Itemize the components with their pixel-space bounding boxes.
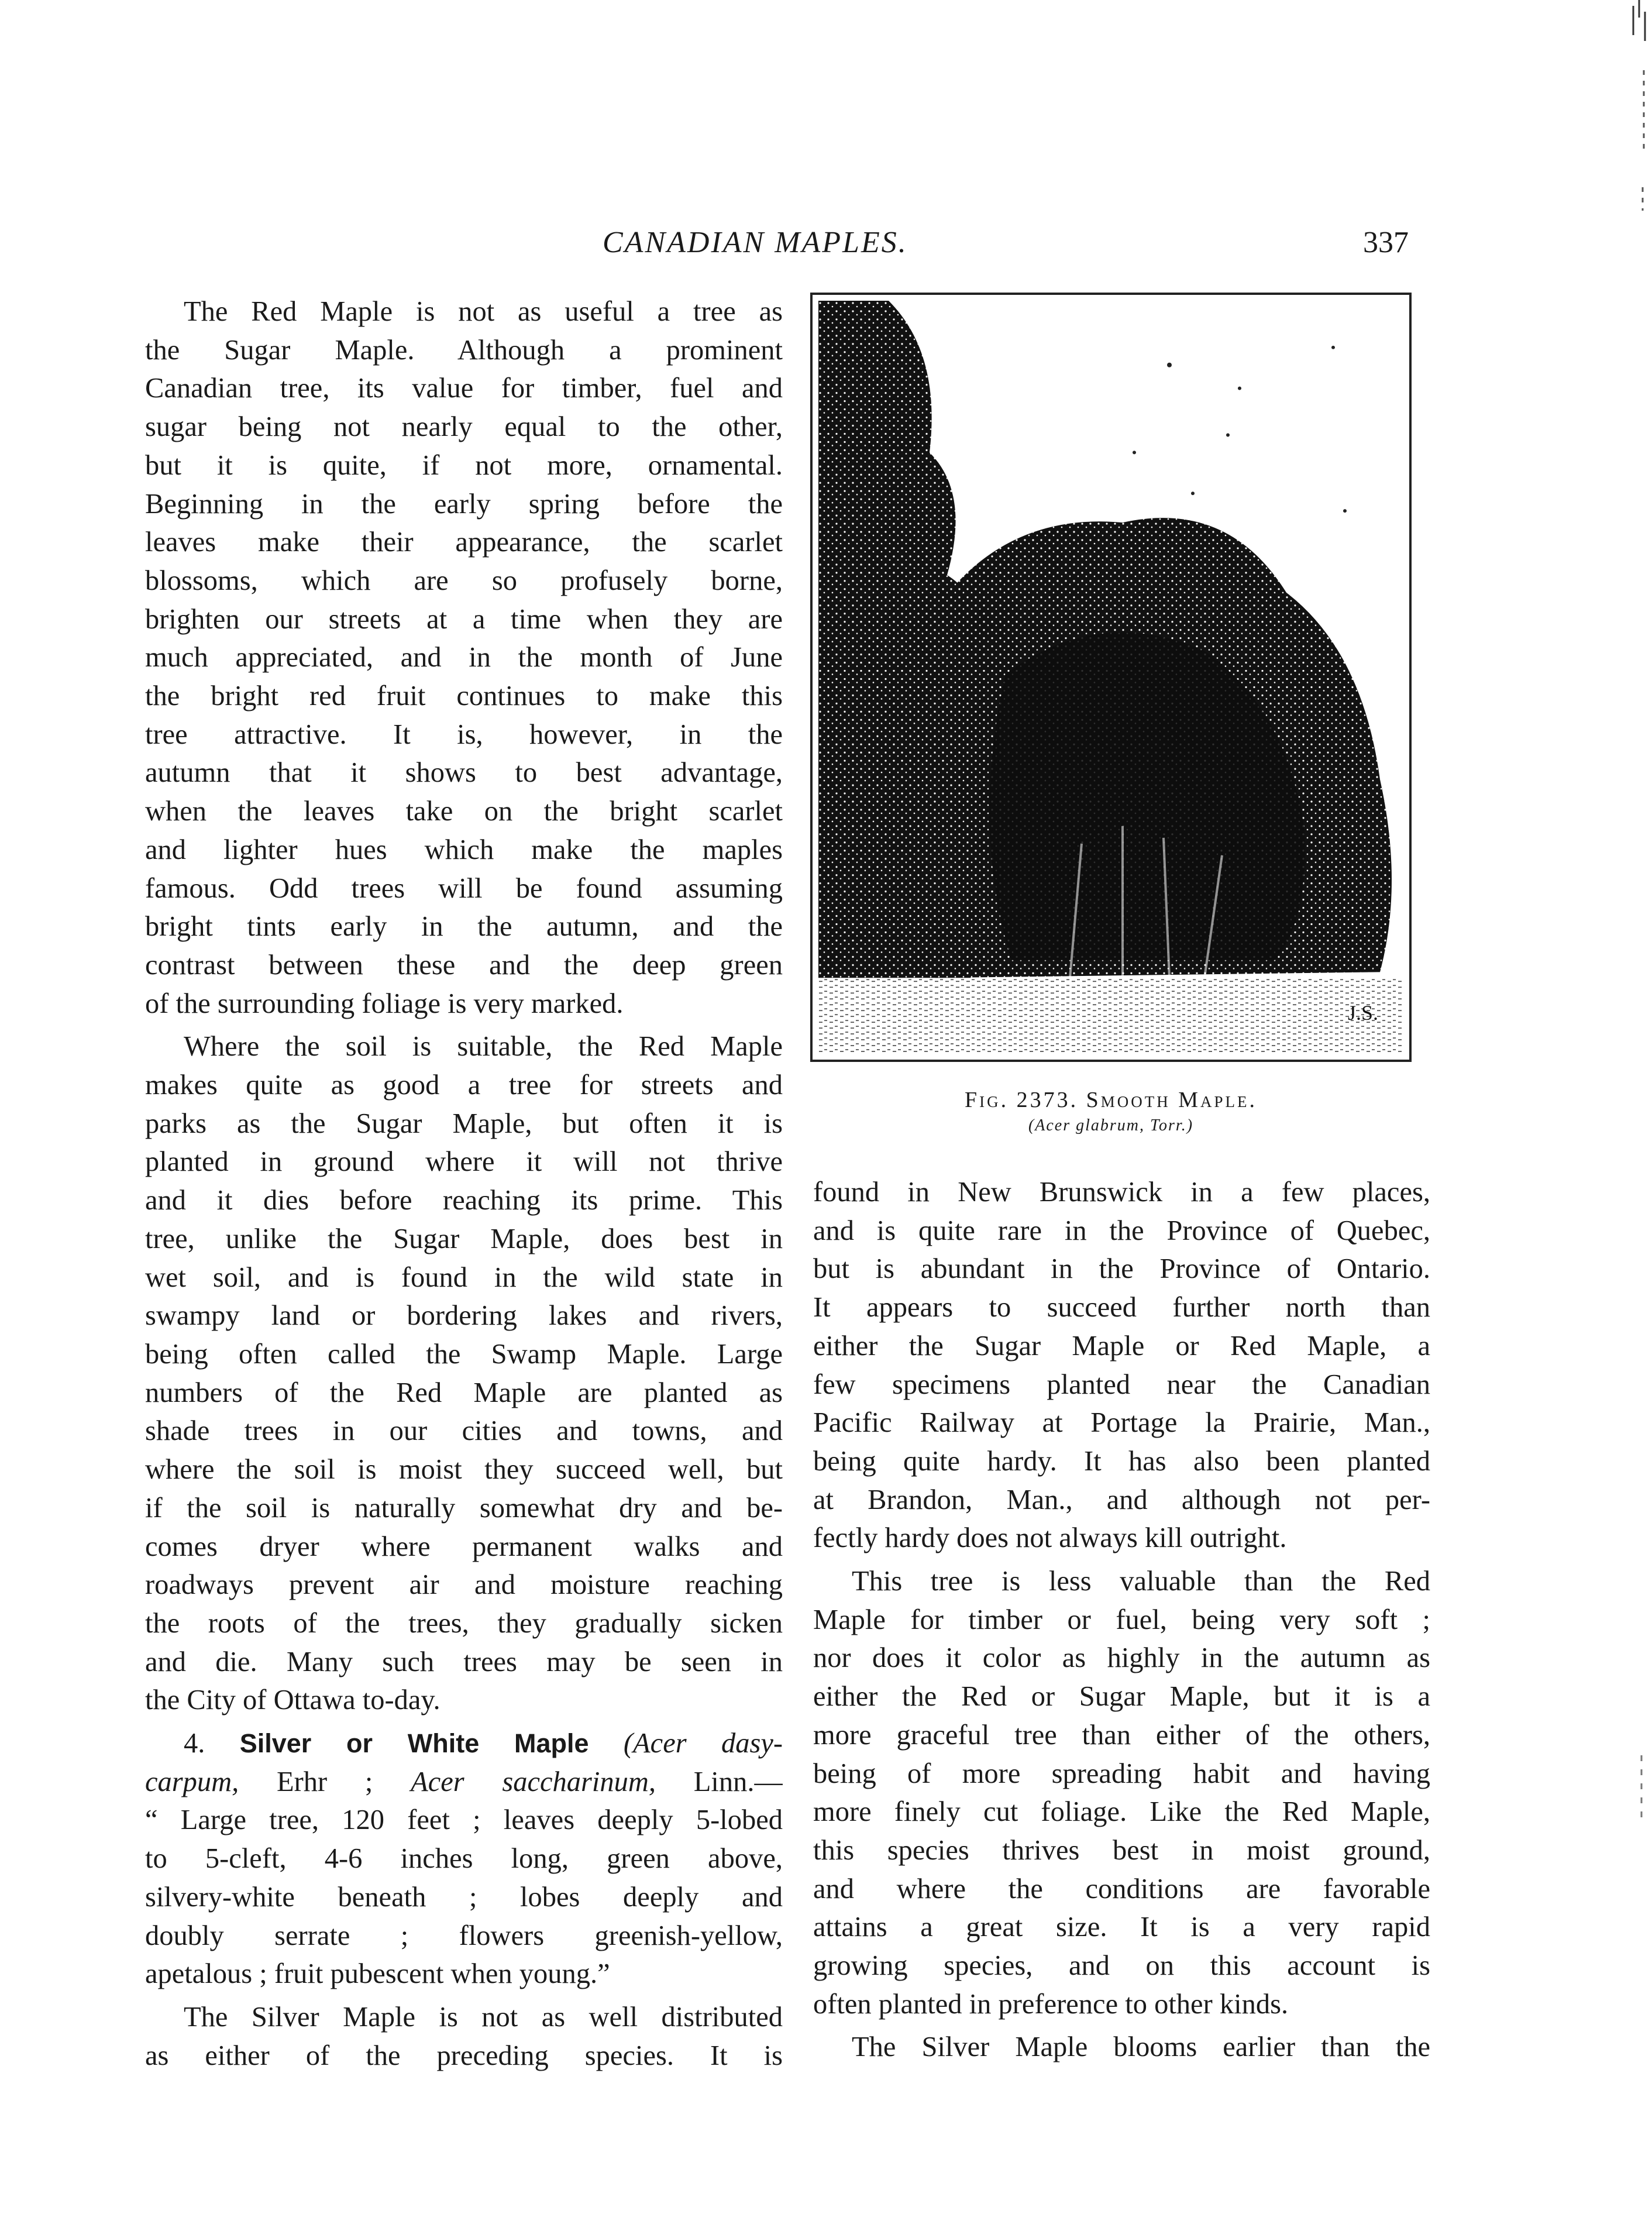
text-line: contrast between these and the deep green — [145, 949, 783, 981]
species-synonym-authority: Linn.— — [656, 1766, 783, 1797]
text-line: being of more spreading habit and having — [813, 1758, 1430, 1789]
text-line: Maple for timber or fuel, being very soft ; — [813, 1604, 1430, 1635]
smooth-maple-engraving — [818, 301, 1403, 1054]
species-description-line: silvery-white beneath ; lobes deeply and — [145, 1881, 783, 1913]
text-line: The Silver Maple blooms earlier than the — [852, 2031, 1430, 2063]
text-line: much appreciated, and in the month of June — [145, 642, 783, 673]
text-line: being quite hardy. It has also been planted — [813, 1445, 1430, 1477]
paragraph-silver-maple-bloom — [813, 2028, 1430, 2067]
text-line: swampy land or bordering lakes and rivers, — [145, 1300, 783, 1332]
paragraph-red-maple-usefulness — [145, 293, 783, 1023]
text-line: where the soil is moist they succeed well, but — [145, 1454, 783, 1486]
text-line: blossoms, which are so profusely borne, — [145, 565, 783, 596]
paragraph-red-maple-soil — [145, 1027, 783, 1720]
text-line: tree attractive. It is, however, in the — [145, 718, 783, 750]
text-line: sugar being not nearly equal to the other, — [145, 411, 783, 443]
text-line: makes quite as good a tree for streets and — [145, 1070, 783, 1101]
species-entry-silver-maple — [145, 1724, 783, 1993]
text-line: growing species, and on this account is — [813, 1950, 1430, 1982]
text-line: more graceful tree than either of the others, — [813, 1719, 1430, 1751]
text-line: found in New Brunswick in a few places, — [813, 1177, 1430, 1208]
species-synonym: Acer saccharinum, — [411, 1766, 656, 1797]
scan-edge-marks — [1629, 0, 1652, 2214]
species-heading-line — [145, 1724, 783, 1763]
text-line: and is quite rare in the Province of Quebec, — [813, 1215, 1430, 1246]
species-latin-name: (Acer dasy- — [623, 1728, 783, 1759]
species-latin-name-cont: carpum, — [145, 1766, 239, 1797]
text-line: The Red Maple is not as useful a tree as — [184, 296, 783, 327]
text-line: tree, unlike the Sugar Maple, does best in — [145, 1223, 783, 1254]
text-line: more finely cut foliage. Like the Red Maple, — [813, 1796, 1430, 1828]
text-line: shade trees in our cities and towns, and — [145, 1415, 783, 1447]
text-line: nor does it color as highly in the autumn as — [813, 1642, 1430, 1674]
text-line: leaves make their appearance, the scarlet — [145, 527, 783, 558]
text-line: being often called the Swamp Maple. Large — [145, 1338, 783, 1370]
text-line: but it is quite, if not more, ornamental. — [145, 449, 783, 481]
species-description-line: to 5-cleft, 4-6 inches long, green above, — [145, 1843, 783, 1875]
text-line: this species thrives best in moist ground, — [813, 1834, 1430, 1866]
paragraph-silver-maple-value — [813, 1562, 1430, 2023]
text-line: either the Sugar Maple or Red Maple, a — [813, 1330, 1430, 1362]
species-number: 4. — [184, 1728, 205, 1759]
right-column — [813, 1173, 1430, 2067]
paragraph-silver-maple-range — [813, 1173, 1430, 1558]
text-line: Pacific Railway at Portage la Prairie, Man., — [813, 1407, 1430, 1439]
text-line: Beginning in the early spring before the — [145, 488, 783, 520]
text-line: either the Red or Sugar Maple, but it is a — [813, 1681, 1430, 1713]
text-line: as either of the preceding species. It is — [145, 2040, 783, 2071]
species-synonym-line — [145, 1763, 783, 1802]
text-line: numbers of the Red Maple are planted as — [145, 1377, 783, 1408]
text-line: parks as the Sugar Maple, but often it is — [145, 1108, 783, 1139]
species-name: Silver or White Maple — [239, 1728, 589, 1759]
engraver-mark: J.S. — [1348, 1001, 1379, 1025]
text-line: It appears to succeed further north than — [813, 1292, 1430, 1323]
text-line: few specimens planted near the Canadian — [813, 1369, 1430, 1400]
paragraph-silver-maple-distribution — [145, 1998, 783, 2075]
text-line: the Sugar Maple. Although a prominent — [145, 334, 783, 366]
text-line: the bright red fruit continues to make this — [145, 680, 783, 712]
text-line: This tree is less valuable than the Red — [852, 1566, 1430, 1597]
text-line: and die. Many such trees may be seen in — [145, 1646, 783, 1677]
text-line: Canadian tree, its value for timber, fuel and — [145, 373, 783, 404]
species-description-line: doubly serrate ; flowers greenish-yellow, — [145, 1920, 783, 1951]
text-line: attains a great size. It is a very rapid — [813, 1912, 1430, 1943]
text-line: at Brandon, Man., and although not per- — [813, 1484, 1430, 1515]
text-line: comes dryer where permanent walks and — [145, 1531, 783, 1562]
text-line: if the soil is naturally somewhat dry and be- — [145, 1492, 783, 1524]
figure-caption-latin: (Acer glabrum, Torr.) — [1028, 1116, 1194, 1134]
figure-caption: Fig. 2373. Smooth Maple. — [964, 1088, 1258, 1112]
text-line: of the surrounding foliage is very marked. — [145, 988, 624, 1019]
text-line: famous. Odd trees will be found assuming — [145, 872, 783, 904]
text-line: The Silver Maple is not as well distributed — [184, 2001, 783, 2033]
species-authority: Erhr ; — [239, 1766, 411, 1797]
text-line: wet soil, and is found in the wild state in — [145, 1261, 783, 1293]
species-description-line: “ Large tree, 120 feet ; leaves deeply 5-lobed — [145, 1804, 783, 1836]
text-line: and it dies before reaching its prime. This — [145, 1185, 783, 1216]
text-line: roadways prevent air and moisture reaching — [145, 1569, 783, 1601]
text-line: planted in ground where it will not thrive — [145, 1146, 783, 1178]
text-line: Where the soil is suitable, the Red Maple — [184, 1031, 783, 1063]
text-line: fectly hardy does not always kill outright. — [813, 1522, 1287, 1554]
text-line: brighten our streets at a time when they are — [145, 603, 783, 635]
text-line: when the leaves take on the bright scarlet — [145, 796, 783, 827]
tree-illustration — [810, 293, 1412, 1062]
running-head: CANADIAN MAPLES. — [603, 226, 908, 259]
text-line: and lighter hues which make the maples — [145, 834, 783, 865]
text-line: autumn that it shows to best advantage, — [145, 757, 783, 789]
page-number: 337 — [1363, 226, 1409, 259]
text-line: often planted in preference to other kinds. — [813, 1988, 1289, 2020]
text-line: the roots of the trees, they gradually sicken — [145, 1607, 783, 1639]
text-line: and where the conditions are favorable — [813, 1873, 1430, 1904]
left-column — [145, 293, 783, 2075]
text-line: the City of Ottawa to-day. — [145, 1684, 440, 1716]
species-description-line: apetalous ; fruit pubescent when young.” — [145, 1958, 610, 1990]
text-line: bright tints early in the autumn, and the — [145, 911, 783, 943]
text-line: but is abundant in the Province of Ontario. — [813, 1253, 1430, 1285]
